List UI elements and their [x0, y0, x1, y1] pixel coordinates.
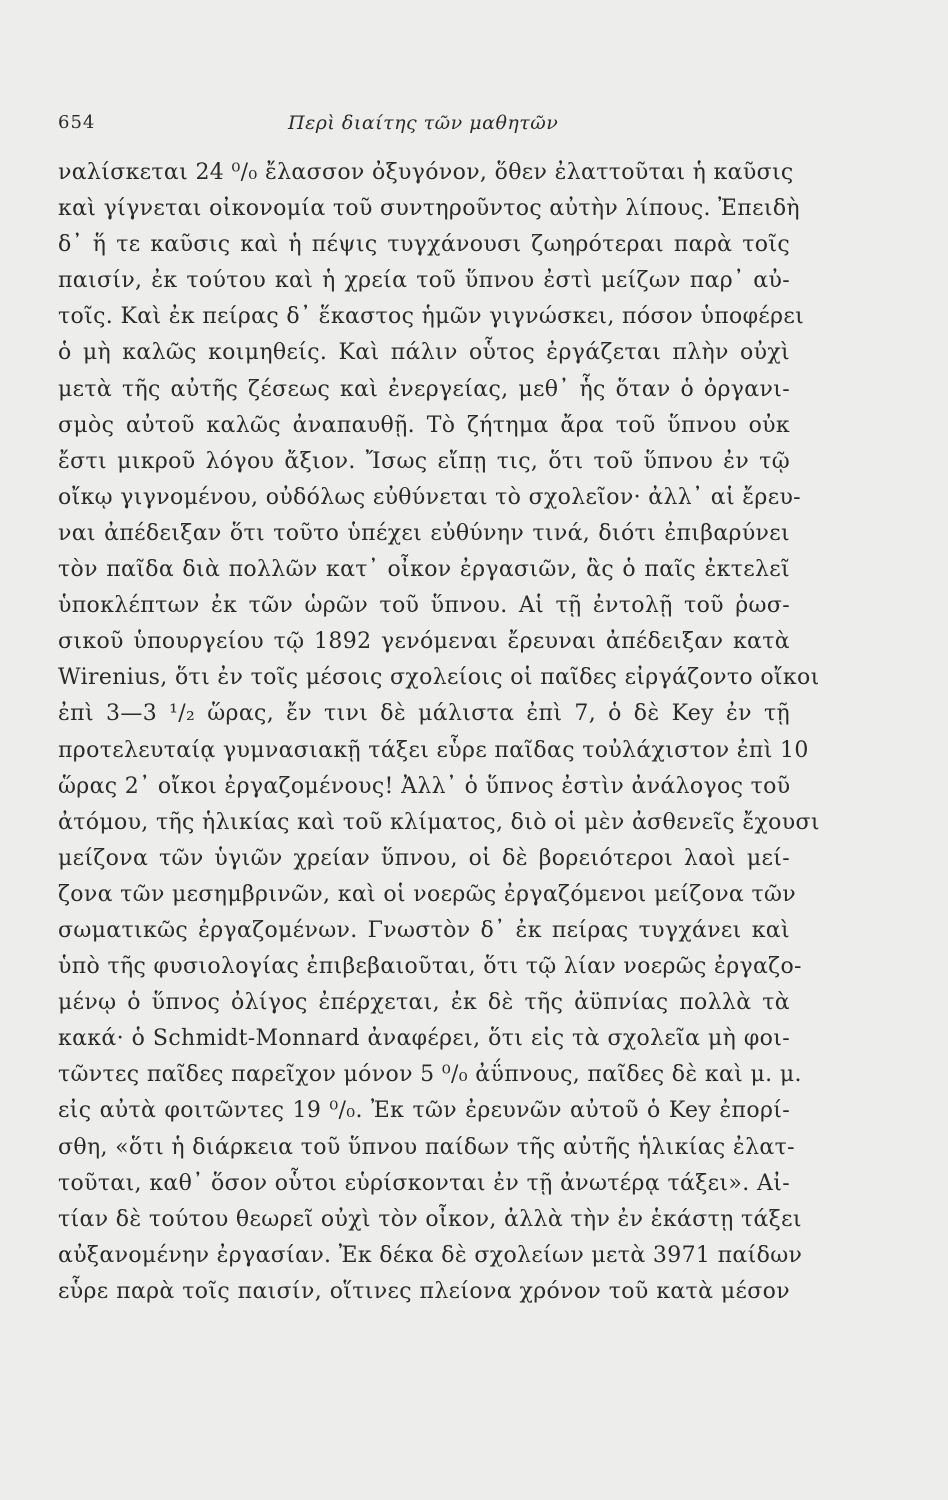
running-title: Περὶ διαίτης τῶν μαθητῶν — [288, 112, 559, 134]
text-line: τοῦται, καθ᾽ ὅσον οὗτοι εὑρίσκονται ἐν τῇ ἀνωτέρᾳ τάξει». Αἰ- — [58, 1170, 790, 1196]
text-line: ναι ἀπέδειξαν ὅτι τοῦτο ὑπέχει εὐθύνην τινά, διότι ἐπιβαρύνει — [58, 520, 790, 546]
text-line: ἀτόμου, τῆς ἡλικίας καὶ τοῦ κλίματος, διὸ οἱ μὲν ἀσθενεῖς ἔχουσι — [58, 809, 820, 835]
text-line: ἐπὶ 3—3 ¹/₂ ὥρας, ἔν τινι δὲ μάλιστα ἐπὶ 7, ὁ δὲ Key ἐν τῇ — [58, 701, 790, 727]
text-line: σικοῦ ὑπουργείου τῷ 1892 γενόμεναι ἔρευναι ἀπέδειξαν κατὰ — [58, 629, 790, 655]
page-number: 654 — [58, 112, 96, 133]
text-line: παισίν, ἐκ τούτου καὶ ἡ χρεία τοῦ ὕπνου ἐστὶ μείζων παρ᾽ αὐ- — [58, 268, 790, 294]
text-line: δ᾽ ἥ τε καῦσις καὶ ἡ πέψις τυγχάνουσι ζωηρότεραι παρὰ τοῖς — [58, 232, 790, 258]
text-line: προτελευταίᾳ γυμνασιακῇ τάξει εὗρε παῖδας τοὐλάχιστον ἐπὶ 10 — [58, 737, 809, 763]
text-line: ὁ μὴ καλῶς κοιμηθείς. Καὶ πάλιν οὗτος ἐργάζεται πλὴν οὐχὶ — [58, 340, 790, 366]
body-text — [58, 155, 820, 1310]
running-head — [58, 112, 833, 142]
text-line: σμὸς αὐτοῦ καλῶς ἀναπαυθῇ. Τὸ ζήτημα ἄρα τοῦ ὕπνου οὐκ — [58, 412, 790, 438]
text-line: τοῖς. Καὶ ἐκ πείρας δ᾽ ἕκαστος ἡμῶν γιγνώσκει, πόσον ὑποφέρει — [58, 304, 805, 330]
text-line: ὥρας 2᾽ οἴκοι ἐργαζομένους! Ἀλλ᾽ ὁ ὕπνος ἐστὶν ἀνάλογος τοῦ — [58, 773, 791, 799]
text-line: ὑποκλέπτων ἐκ τῶν ὡρῶν τοῦ ὕπνου. Αἱ τῇ ἐντολῇ τοῦ ῥωσ- — [58, 593, 790, 619]
text-line: αὐξανομένην ἐργασίαν. Ἐκ δέκα δὲ σχολείων μετὰ 3971 παίδων — [58, 1242, 803, 1268]
text-line: σωματικῶς ἐργαζομένων. Γνωστὸν δ᾽ ἐκ πείρας τυγχάνει καὶ — [58, 917, 790, 943]
text-line: τὸν παῖδα διὰ πολλῶν κατ᾽ οἶκον ἐργασιῶν, ἃς ὁ παῖς ἐκτελεῖ — [58, 557, 790, 583]
text-line: καὶ γίγνεται οἰκονομία τοῦ συντηροῦντος αὐτὴν λίπους. Ἐπειδὴ — [58, 196, 800, 222]
text-line: μετὰ τῆς αὐτῆς ζέσεως καὶ ἐνεργείας, μεθ᾽ ἧς ὅταν ὁ ὀργανι- — [58, 376, 790, 402]
text-line: μείζονα τῶν ὑγιῶν χρείαν ὕπνου, οἱ δὲ βορειότεροι λαοὶ μεί- — [58, 845, 790, 871]
text-line: ὑπὸ τῆς φυσιολογίας ἐπιβεβαιοῦται, ὅτι τῷ λίαν νοερῶς ἐργαζο- — [58, 954, 802, 980]
text-line: ναλίσκεται 24 ⁰/₀ ἔλασσον ὀξυγόνον, ὅθεν ἐλαττοῦται ἡ καῦσις — [58, 160, 794, 185]
text-line: σθη, «ὅτι ἡ διάρκεια τοῦ ὕπνου παίδων τῆς αὐτῆς ἡλικίας ἐλατ- — [58, 1134, 795, 1160]
text-line: τῶντες παῖδες παρεῖχον μόνον 5 ⁰/₀ ἀΰπνους, παῖδες δὲ καὶ μ. μ. — [58, 1062, 802, 1088]
text-line: ἔστι μικροῦ λόγου ἄξιον. Ἴσως εἴπῃ τις, ὅτι τοῦ ὕπνου ἐν τῷ — [58, 448, 790, 474]
text-line: οἴκῳ γιγνομένου, οὐδόλως εὐθύνεται τὸ σχολεῖον· ἀλλ᾽ αἱ ἔρευ- — [58, 484, 801, 510]
text-line: τίαν δὲ τούτου θεωρεῖ οὐχὶ τὸν οἶκον, ἀλλὰ τὴν ἐν ἑκάστῃ τάξει — [58, 1206, 802, 1232]
text-line: εὗρε παρὰ τοῖς παισίν, οἵτινες πλείονα χρόνον τοῦ κατὰ μέσον — [58, 1278, 790, 1304]
text-line: εἰς αὐτὰ φοιτῶντες 19 ⁰/₀. Ἐκ τῶν ἐρευνῶν αὐτοῦ ὁ Key ἐπορί- — [58, 1098, 790, 1124]
text-line: μένῳ ὁ ὕπνος ὀλίγος ἐπέρχεται, ἐκ δὲ τῆς ἀϋπνίας πολλὰ τὰ — [58, 990, 790, 1016]
text-line: Wirenius, ὅτι ἐν τοῖς μέσοις σχολείοις οἱ παῖδες εἰργάζοντο οἴκοι — [58, 665, 820, 691]
text-line: ζονα τῶν μεσημβρινῶν, καὶ οἱ νοερῶς ἐργαζόμενοι μείζονα τῶν — [58, 881, 797, 907]
text-line: κακά· ὁ Schmidt-Monnard ἀναφέρει, ὅτι εἰς τὰ σχολεῖα μὴ φοι- — [58, 1026, 790, 1052]
